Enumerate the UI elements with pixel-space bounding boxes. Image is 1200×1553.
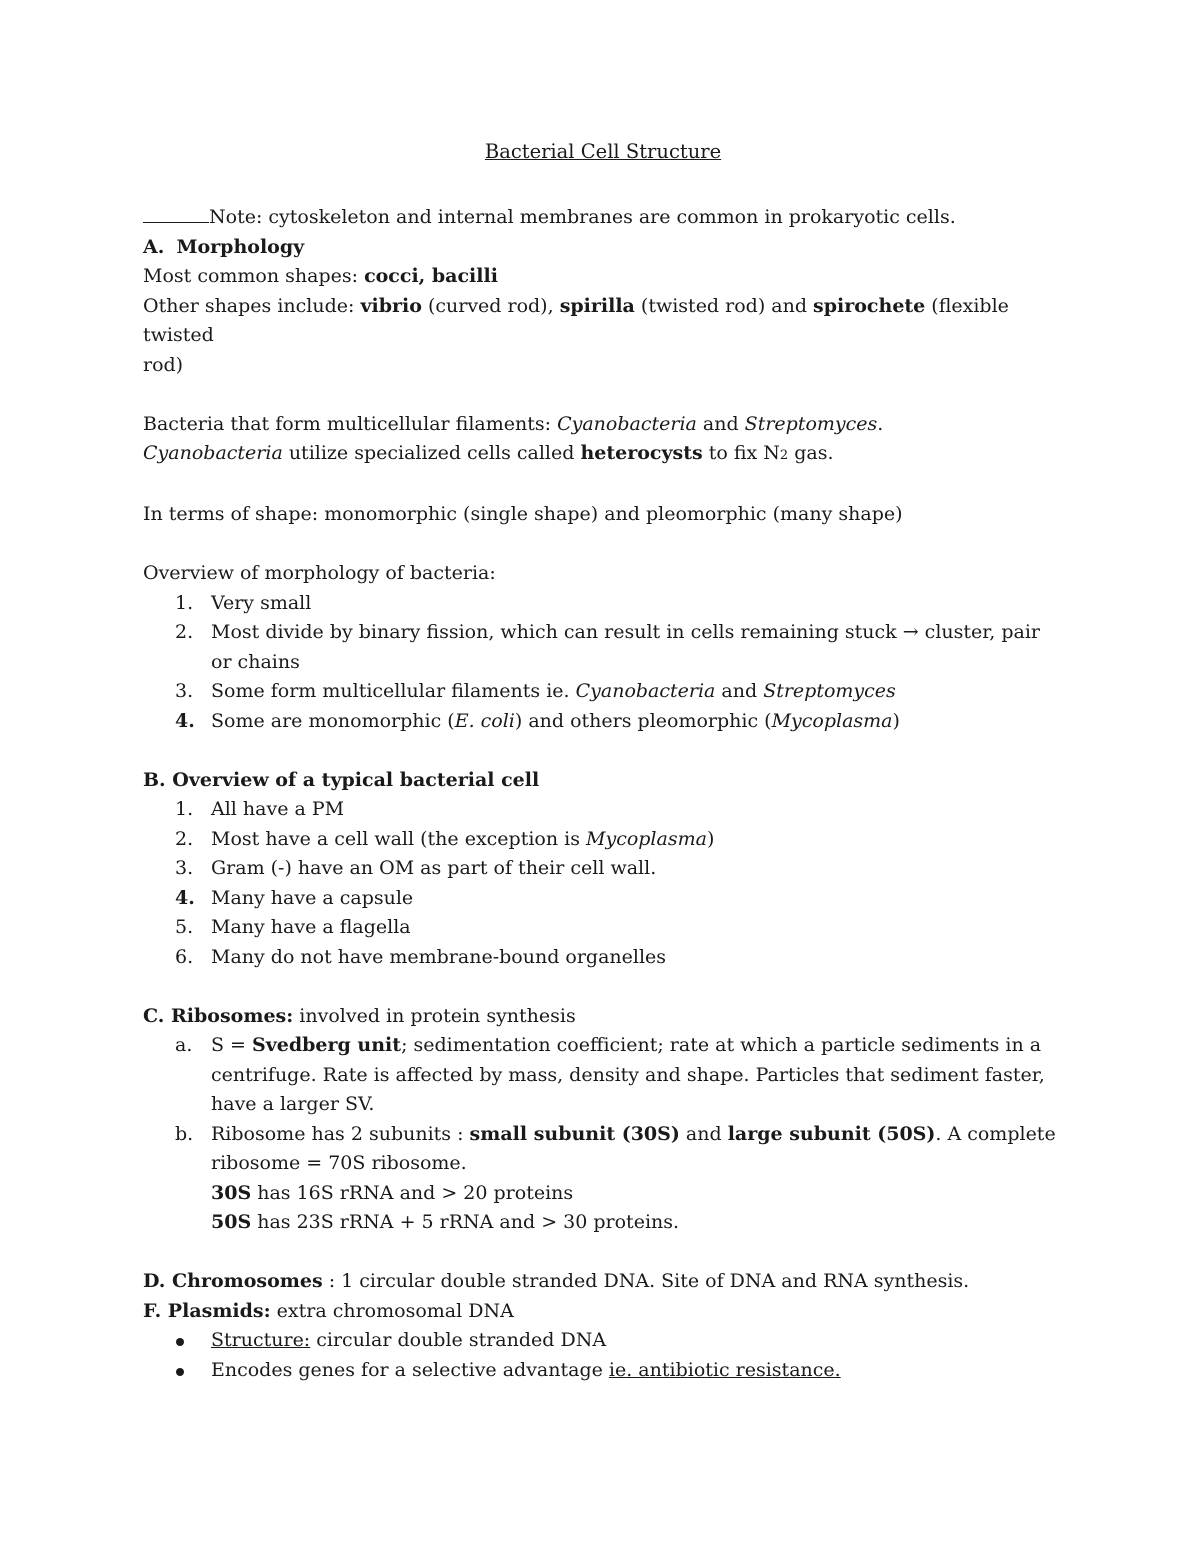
list-item: 1. All have a PM [175, 798, 345, 820]
section-a-heading: A. Morphology [143, 235, 305, 258]
list-item: 2. Most have a cell wall (the exception is Mycoplasma) [175, 827, 715, 850]
morphology-list [143, 589, 1063, 737]
section-c-heading: C. Ribosomes: involved in protein synthesis [143, 1004, 576, 1027]
plasmid-list [143, 1326, 1063, 1385]
list-item: 5. Many have a flagella [175, 916, 411, 938]
other-shapes-line: Other shapes include: vibrio (curved rod), spirilla (twisted rod) and spirochete (flexible twisted [143, 294, 1009, 346]
shape-terms-line: In terms of shape: monomorphic (single shape) and pleomorphic (many shape) [143, 503, 903, 525]
note-line: Note: cytoskeleton and internal membranes are common in prokaryotic cells. [143, 203, 1063, 233]
list-item: 3. Some form multicellular filaments ie. Cyanobacteria and Streptomyces [175, 680, 896, 702]
list-item: 4. Many have a capsule [175, 886, 414, 909]
bullet-icon [176, 1338, 184, 1346]
section-d-heading: D. Chromosomes : 1 circular double stranded DNA. Site of DNA and RNA synthesis. [143, 1270, 970, 1292]
filaments-line: Bacteria that form multicellular filaments: Cyanobacteria and Streptomyces. [143, 412, 884, 435]
fill-blank [143, 208, 209, 223]
heterocysts-line: Cyanobacteria utilize specialized cells called heterocysts to fix N2 gas. [143, 442, 834, 464]
list-item: Encodes genes for a selective advantage ie. antibiotic resistance. [143, 1356, 1063, 1386]
list-item: 1. Very small [175, 591, 312, 614]
ribosome-list [143, 1031, 1063, 1238]
other-shapes-cont: rod) [143, 353, 184, 376]
bullet-icon [176, 1368, 184, 1376]
list-item: a. S = Svedberg unit; sedimentation coefficient; rate at which a particle sediments in a centrifuge. Rate is affected by mass, density and shape. Particles that sediment faster, have a larger SV. [175, 1034, 1045, 1115]
list-item: b. Ribosome has 2 subunits : small subunit (30S) and large subunit (50S). A complete ribosome = 70S ribosome. 30S has 16S rRNA and > 20 proteins 50S has 23S rRNA + 5 rRNA and > 30 proteins. [175, 1122, 1056, 1233]
overview-heading: Overview of morphology of bacteria: [143, 562, 496, 584]
list-item: Structure: circular double stranded DNA [143, 1326, 1063, 1356]
document-page [143, 140, 1063, 1385]
section-f-heading: F. Plasmids: extra chromosomal DNA [143, 1299, 514, 1322]
list-item: 3. Gram (-) have an OM as part of their cell wall. [175, 857, 657, 879]
list-item: 6. Many do not have membrane-bound organelles [175, 945, 667, 968]
list-item: 2. Most divide by binary fission, which can result in cells remaining stuck → cluster, pair or chains [175, 621, 1040, 673]
section-b-heading: B. Overview of a typical bacterial cell [143, 768, 540, 791]
cell-overview-list [143, 795, 1063, 972]
list-item: 4. Some are monomorphic (E. coli) and others pleomorphic (Mycoplasma) [175, 709, 900, 732]
common-shapes-line: Most common shapes: cocci, bacilli [143, 265, 498, 287]
page-title: Bacterial Cell Structure [484, 140, 722, 163]
